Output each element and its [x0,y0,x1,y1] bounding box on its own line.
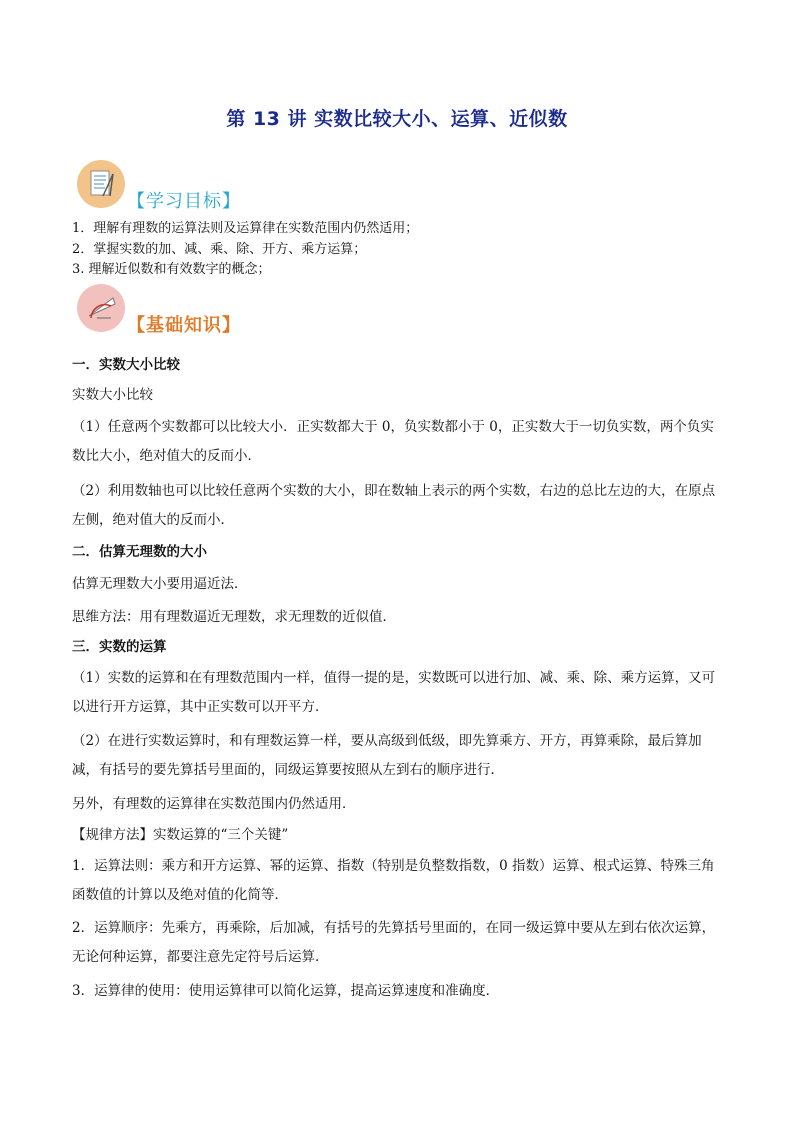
para-compare: 实数大小比较 [72,387,153,403]
goal-item-3: 3. 理解近似数和有效数字的概念； [72,262,271,277]
basics-heading: 【基础知识】 [127,315,241,336]
goal-item-2: 2．掌握实数的加、减、乘、除、开方、乘方运算； [72,242,367,257]
protractor-icon [77,284,125,332]
rule-method: 【规律方法】实数运算的“三个关键” [72,827,289,843]
para-estimate-1: 估算无理数大小要用逼近法． [72,576,248,592]
para-estimate-2: 思维方法：用有理数逼近无理数，求无理数的近似值． [72,609,396,625]
goal-item-1: 1．理解有理数的运算法则及运算律在实数范围内仍然适用； [72,221,419,236]
rule-item-2: 2．运算顺序：先乘方，再乘除，后加减，有括号的先算括号里面的，在同一级运算中要从左到右依次运算，无论何种运算，都要注意先定符号后运算． [72,920,716,965]
notebook-icon [77,160,125,208]
rule-item-3: 3．运算律的使用：使用运算律可以简化运算，提高运算速度和准确度． [72,983,500,999]
para-compare-2: （2）利用数轴也可以比较任意两个实数的大小，即在数轴上表示的两个实数，右边的总比左边的大，在原点左侧，绝对值大的反而小． [72,483,716,528]
para-operations-1: （1）实数的运算和在有理数范围内一样，值得一提的是，实数既可以进行加、减、乘、除、乘方运算，又可以进行开方运算，其中正实数可以开平方． [72,670,716,715]
rule-item-1: 1．运算法则：乘方和开方运算、幂的运算、指数（特别是负整数指数，0 指数）运算、根式运算、特殊三角函数值的计算以及绝对值的化简等． [72,858,715,903]
para-operations-3: 另外，有理数的运算律在实数范围内仍然适用． [72,796,356,812]
goals-heading: 【学习目标】 [127,191,241,212]
para-compare-1: （1）任意两个实数都可以比较大小．正实数都大于 0，负实数都小于 0，正实数大于一切负实数，两个负实数比大小，绝对值大的反而小． [72,419,714,464]
heading-operations: 三．实数的运算 [72,639,167,655]
para-operations-2: （2）在进行实数运算时，和有理数运算一样，要从高级到低级，即先算乘方、开方，再算乘除，最后算加减，有括号的要先算括号里面的，同级运算要按照从左到右的顺序进行． [72,733,702,778]
heading-estimate: 二．估算无理数的大小 [72,544,207,560]
lesson-title: 第 13 讲 实数比较大小、运算、近似数 [226,108,568,130]
heading-compare: 一．实数大小比较 [72,357,180,373]
